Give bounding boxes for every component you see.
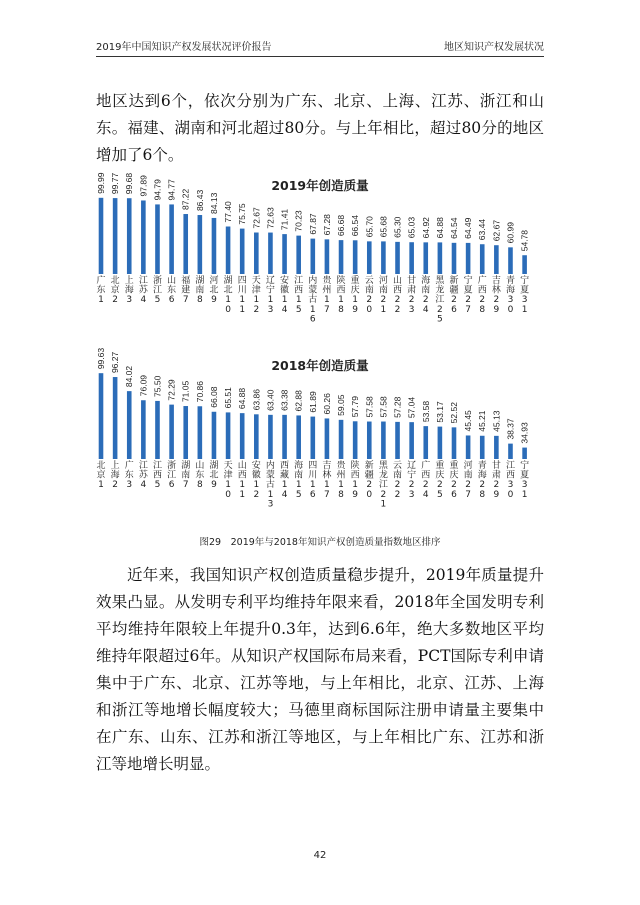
category-label-1: 广东 1 <box>96 276 106 306</box>
data-label-3: 84.02 <box>124 365 135 388</box>
category-label-10: 湖北 1 0 <box>223 276 233 315</box>
section-title: 地区知识产权发展状况 <box>444 42 544 53</box>
chart-2018-title: 2018年创造质量 <box>271 358 369 373</box>
bar-5 <box>155 204 160 274</box>
bar-25 <box>438 242 443 274</box>
data-label-8: 70.86 <box>194 380 205 403</box>
category-label-30: 江西 3 0 <box>505 461 515 500</box>
category-label-23: 辽宁 2 3 <box>407 461 417 500</box>
bar-9 <box>212 218 217 274</box>
category-label-11: 山西 1 1 <box>237 461 247 500</box>
data-label-9: 66.08 <box>208 386 219 408</box>
data-label-14: 71.41 <box>279 208 290 231</box>
category-label-11: 四川 1 1 <box>237 276 247 315</box>
bar-30 <box>508 247 513 274</box>
data-label-22: 57.28 <box>392 396 403 418</box>
data-label-14: 63.38 <box>279 389 290 411</box>
bar-13 <box>268 415 273 459</box>
data-label-21: 65.68 <box>378 216 389 238</box>
data-label-25: 64.88 <box>434 217 445 239</box>
data-label-24: 64.92 <box>420 217 431 239</box>
category-label-8: 湖南 8 <box>195 276 205 306</box>
category-label-16: 四川 1 6 <box>308 461 318 500</box>
category-label-5: 江西 5 <box>152 461 162 491</box>
data-label-17: 60.26 <box>321 393 332 415</box>
category-label-9: 河北 9 <box>209 276 219 306</box>
data-label-29: 45.13 <box>491 410 502 432</box>
data-label-31: 54.78 <box>519 229 530 252</box>
category-label-4: 江苏 4 <box>138 461 148 491</box>
bar-4 <box>141 400 146 459</box>
category-label-2: 北京 2 <box>110 276 120 306</box>
bar-14 <box>282 415 287 459</box>
intro-paragraph: 地区达到6个，依次分别为广东、北京、上海、江苏、浙江和山东。福建、湖南和河北超过80分。与上年相比，超过80分的地区增加了6个。 <box>96 92 544 164</box>
data-label-12: 63.86 <box>251 389 262 411</box>
data-label-13: 63.40 <box>265 389 276 411</box>
data-label-6: 94.77 <box>166 179 177 201</box>
bar-24 <box>423 242 428 274</box>
data-label-18: 66.68 <box>336 214 347 237</box>
category-label-7: 福建 7 <box>181 276 191 306</box>
bar-3 <box>127 391 132 459</box>
data-label-10: 65.51 <box>223 387 234 409</box>
bar-23 <box>409 422 414 459</box>
data-label-3: 99.68 <box>124 172 135 195</box>
bar-22 <box>395 242 400 274</box>
bar-21 <box>381 422 386 459</box>
category-label-27: 河南 2 7 <box>463 461 473 500</box>
category-label-12: 天津 1 2 <box>251 276 261 315</box>
category-label-26: 新疆 2 6 <box>449 276 459 315</box>
category-label-8: 山东 8 <box>195 461 205 491</box>
chart-2019-title: 2019年创造质量 <box>271 178 369 193</box>
bar-6 <box>169 405 174 459</box>
bar-14 <box>282 234 287 274</box>
data-label-29: 62.67 <box>491 219 502 242</box>
data-label-4: 76.09 <box>138 374 149 397</box>
bar-12 <box>254 233 259 274</box>
category-label-3: 广东 3 <box>124 461 134 491</box>
category-label-2: 上海 2 <box>110 461 120 491</box>
bar-31 <box>522 448 527 459</box>
figure-caption: 图29 2019年与2018年知识产权创造质量指数地区排序 <box>199 537 441 548</box>
bar-30 <box>508 444 513 459</box>
data-label-9: 84.13 <box>208 192 219 214</box>
category-label-14: 西藏 1 4 <box>280 461 290 500</box>
data-label-18: 59.05 <box>336 394 347 416</box>
data-label-28: 63.44 <box>477 218 488 241</box>
category-label-15: 江西 1 5 <box>294 276 304 315</box>
data-label-27: 64.49 <box>463 217 474 239</box>
data-label-2: 99.77 <box>110 172 121 195</box>
category-label-1: 北京 1 <box>96 461 106 491</box>
bar-13 <box>268 233 273 274</box>
category-label-18: 贵州 1 8 <box>336 461 346 500</box>
category-label-24: 海南 2 4 <box>421 276 431 315</box>
data-label-1: 99.63 <box>96 347 106 370</box>
data-label-12: 72.67 <box>251 207 262 229</box>
category-label-13: 辽宁 1 3 <box>265 276 275 315</box>
data-label-20: 65.70 <box>364 216 375 238</box>
category-label-25: 重庆 2 5 <box>435 461 445 500</box>
category-label-29: 吉林 2 9 <box>491 276 501 315</box>
category-label-20: 云南 2 0 <box>364 276 374 315</box>
bar-28 <box>480 436 485 459</box>
data-label-11: 75.75 <box>237 203 248 225</box>
data-label-26: 64.54 <box>449 217 459 239</box>
category-label-16: 内蒙古 1 6 <box>308 276 318 325</box>
data-label-15: 70.23 <box>293 210 304 232</box>
bar-23 <box>409 242 414 274</box>
data-label-2: 96.27 <box>110 351 121 374</box>
data-label-7: 71.05 <box>180 380 191 403</box>
bar-31 <box>522 255 527 274</box>
category-label-20: 新疆 2 0 <box>364 461 374 500</box>
data-label-25: 53.17 <box>434 401 445 423</box>
category-label-13: 内蒙古 1 3 <box>265 461 275 510</box>
bar-9 <box>212 412 217 459</box>
bar-3 <box>127 198 132 274</box>
data-label-19: 57.79 <box>350 396 361 418</box>
bar-2 <box>113 198 118 274</box>
bar-15 <box>296 415 301 459</box>
category-label-24: 广西 2 4 <box>421 461 431 500</box>
bar-20 <box>367 241 372 274</box>
category-label-22: 山西 2 2 <box>393 276 403 315</box>
bar-29 <box>494 245 499 274</box>
bar-16 <box>311 417 316 459</box>
data-label-24: 53.58 <box>420 400 431 423</box>
bar-18 <box>339 240 344 274</box>
data-label-30: 38.37 <box>505 418 516 440</box>
category-label-12: 安徽 1 2 <box>251 461 261 500</box>
data-label-20: 57.58 <box>364 396 375 418</box>
category-label-25: 黑龙江 2 5 <box>435 276 445 325</box>
bar-27 <box>466 243 471 274</box>
data-label-27: 45.45 <box>463 410 474 432</box>
category-label-31: 宁夏 3 1 <box>520 276 530 315</box>
data-label-16: 61.89 <box>307 391 318 413</box>
category-label-21: 黑龙江 2 1 <box>378 461 388 510</box>
data-label-1: 99.99 <box>96 172 106 194</box>
category-label-26: 重庆 2 6 <box>449 461 459 500</box>
page-number: 42 <box>313 850 327 861</box>
bar-24 <box>423 426 428 459</box>
data-label-10: 77.40 <box>223 201 234 223</box>
bar-10 <box>226 412 231 459</box>
category-label-19: 重庆 1 9 <box>350 276 360 315</box>
bar-8 <box>198 406 203 459</box>
category-label-10: 天津 1 0 <box>223 461 233 500</box>
data-label-28: 45.21 <box>477 410 488 432</box>
bar-11 <box>240 229 245 274</box>
data-label-26: 52.52 <box>449 402 459 424</box>
bar-1 <box>99 198 104 274</box>
bar-26 <box>452 427 457 459</box>
category-label-6: 浙江 6 <box>167 461 177 491</box>
bar-5 <box>155 401 160 459</box>
bar-18 <box>339 420 344 459</box>
data-label-15: 62.88 <box>293 390 304 412</box>
page-header <box>96 38 544 56</box>
bar-19 <box>353 240 358 274</box>
category-label-18: 陕西 1 8 <box>336 276 346 315</box>
bar-25 <box>438 427 443 459</box>
bar-20 <box>367 422 372 459</box>
data-label-23: 65.03 <box>406 216 417 239</box>
bar-2 <box>113 377 118 459</box>
category-label-28: 广西 2 8 <box>477 276 487 315</box>
header-divider <box>96 56 544 57</box>
data-label-7: 87.22 <box>180 188 191 211</box>
bar-16 <box>311 239 316 274</box>
data-label-17: 67.28 <box>321 214 332 236</box>
body-paragraph: 近年来，我国知识产权创造质量稳步提升，2019年质量提升效果凸显。从发明专利平均维持年限来看，2018年全国发明专利平均维持年限较上年提升0.3年，达到6.6年，绝大多数地区平均维持年限超过6年。从知识产权国际布局来看，PCT国际专利申请集中于广东、北京、江苏等地，与上年相比，北京、江苏、上海和浙江等地增长幅度较大；马德里商标国际注册申请量主要集中在广东、山东、江苏和浙江等地区，与上年相比广东、江苏和浙江等地增长明显。 <box>96 566 544 773</box>
bar-10 <box>226 227 231 275</box>
report-title: 2019年中国知识产权发展状况评价报告 <box>96 42 272 53</box>
category-label-5: 浙江 5 <box>152 276 162 306</box>
bar-26 <box>452 243 457 274</box>
bar-21 <box>381 241 386 274</box>
bar-4 <box>141 200 146 274</box>
data-label-16: 67.87 <box>307 213 318 235</box>
bar-17 <box>325 239 330 274</box>
category-label-6: 山东 6 <box>167 276 177 306</box>
category-label-3: 上海 3 <box>124 276 134 306</box>
bar-7 <box>183 214 188 274</box>
bar-15 <box>296 236 301 274</box>
category-label-17: 吉林 1 7 <box>322 461 332 500</box>
data-label-6: 72.29 <box>166 379 177 401</box>
data-label-30: 60.99 <box>505 222 516 244</box>
bar-12 <box>254 414 259 459</box>
bar-1 <box>99 373 104 459</box>
data-label-5: 94.79 <box>152 179 163 201</box>
category-label-30: 青海 3 0 <box>505 276 515 315</box>
bar-17 <box>325 418 330 459</box>
data-label-31: 34.93 <box>519 422 530 444</box>
bar-11 <box>240 413 245 459</box>
category-label-14: 安徽 1 4 <box>280 276 290 315</box>
category-label-4: 江苏 4 <box>138 276 148 306</box>
category-label-21: 河南 2 1 <box>378 276 388 315</box>
bar-19 <box>353 421 358 459</box>
category-label-31: 宁夏 3 1 <box>520 461 530 500</box>
bar-7 <box>183 406 188 459</box>
category-label-19: 陕西 1 9 <box>350 461 360 500</box>
bar-27 <box>466 435 471 459</box>
category-label-27: 宁夏 2 7 <box>463 276 473 315</box>
data-label-21: 57.58 <box>378 396 389 418</box>
category-label-23: 甘肃 2 3 <box>407 276 417 315</box>
bar-8 <box>198 215 203 274</box>
bar-6 <box>169 204 174 274</box>
data-label-23: 57.04 <box>406 396 417 419</box>
bar-28 <box>480 244 485 274</box>
data-label-19: 66.54 <box>350 215 361 237</box>
bar-29 <box>494 436 499 459</box>
category-label-7: 湖南 7 <box>181 461 191 491</box>
category-label-9: 湖北 9 <box>209 461 219 491</box>
category-label-22: 云南 2 2 <box>393 461 403 500</box>
data-label-5: 75.50 <box>152 375 163 397</box>
data-label-11: 64.88 <box>237 387 248 410</box>
category-label-28: 青海 2 8 <box>477 461 487 500</box>
data-label-13: 72.63 <box>265 207 276 229</box>
category-label-15: 海南 1 5 <box>294 461 304 500</box>
bar-22 <box>395 422 400 459</box>
data-label-22: 65.30 <box>392 216 403 238</box>
data-label-4: 97.89 <box>138 175 149 197</box>
category-label-17: 贵州 1 7 <box>322 276 332 315</box>
category-label-29: 甘肃 2 9 <box>491 461 501 500</box>
data-label-8: 86.43 <box>194 189 205 212</box>
